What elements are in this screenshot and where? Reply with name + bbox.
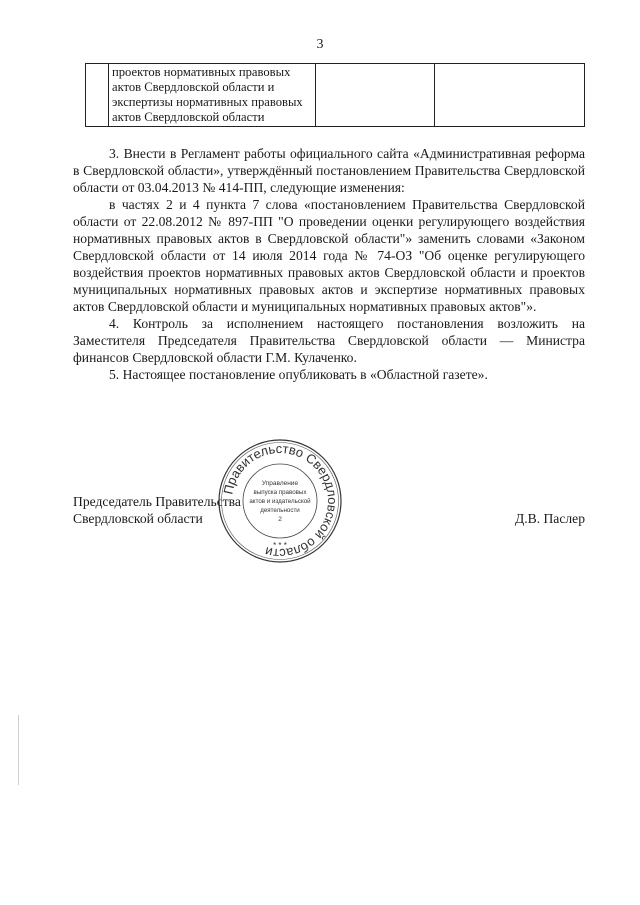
seal-inner-line: актов и издательской [249,498,311,505]
paragraph-4: 4. Контроль за исполнением настоящего постановления возложить на Заместителя Председателя Правительства Свердловской области — Министра финансов Свердловской области Г.М. Кулаченко. [73,316,585,365]
signatory-title-line: Свердловской области [73,511,203,526]
table-cell-index [86,64,109,127]
table-text-line: актов Свердловской области [112,110,265,124]
seal-outer-text: Правительство Свердловской области [220,440,341,562]
signatory-name: Д.В. Паслер [514,511,585,526]
seal-inner-number: 2 [278,516,282,523]
table-cell-text [109,64,316,127]
seal-stars: * * * [273,541,287,550]
table-text-line: экспертизы нормативных правовых [112,95,303,109]
paragraph-5: 5. Настоящее постановление опубликовать в «Областной газете». [109,367,488,382]
document-body [73,145,585,383]
table-cell-empty [435,64,585,127]
continuation-table [85,63,585,127]
table-text-line: проектов нормативных правовых [112,65,291,79]
seal-inner-line: деятельности [260,507,300,514]
table-row [86,64,585,127]
page-number: 3 [316,37,324,52]
paragraph-3-sub: в частях 2 и 4 пункта 7 слова «постановлением Правительства Свердловской области от 22.08.2012 № 897-ПП "О проведении оценки регулирующего воздействия нормативных правовых актов в Свердловской области"» заменить словами «Законом Свердловской области от 14 июля 2014 года № 74-ОЗ "Об оценке регулирующего воздействия проектов нормативных правовых актов Свердловской области и проектов муниципальных нормативных правовых актов и экспертизе нормативных правовых актов Свердловской области и муниципальных нормативных правовых актов"». [73,197,585,314]
table-text-line: актов Свердловской области и [112,80,275,94]
seal-inner-line: Управление [261,480,299,487]
official-seal-stamp [215,436,345,566]
paragraph-3: 3. Внести в Регламент работы официального сайта «Административная реформа в Свердловской области», утверждённый постановлением Правительства Свердловской области от 03.04.2013 № 414-ПП, следующие изменения: [73,146,585,195]
table-cell-empty [316,64,435,127]
seal-inner-line: выпуска правовых [253,489,307,496]
scan-margin-mark [18,715,19,785]
signatory-title-line: Председатель Правительства [73,494,241,509]
